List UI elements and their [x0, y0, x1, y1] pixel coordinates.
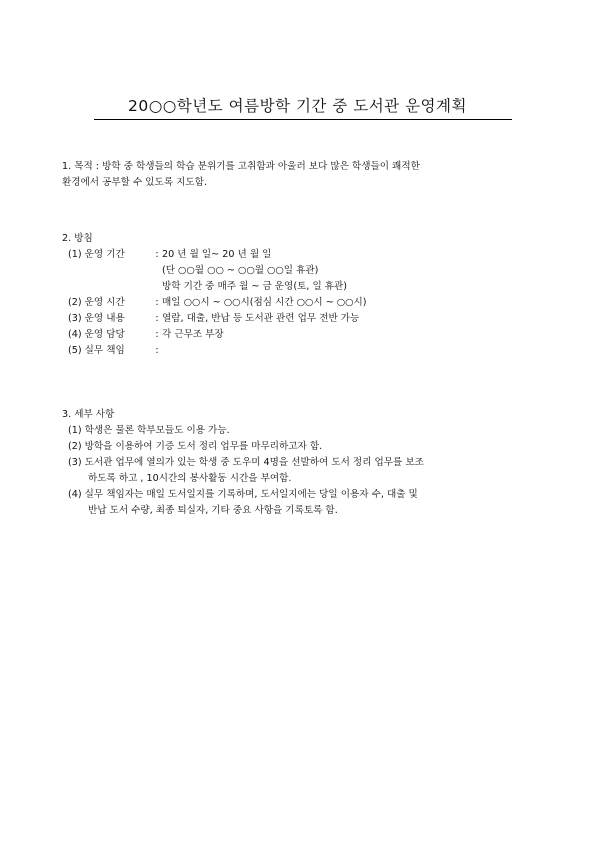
details-item-3-line-2: 하도록 하고 , 10시간의 봉사활동 시간을 부여함.	[88, 473, 292, 484]
policy-row-responsible	[68, 343, 522, 359]
purpose-line-2: 환경에서 공부할 수 있도록 지도함.	[62, 177, 207, 188]
section-policy	[62, 231, 522, 359]
policy-label: (1) 운영 기간	[68, 249, 125, 260]
policy-row-content	[68, 311, 522, 327]
details-item-1: (1) 학생은 물론 학부모들도 이용 가능.	[68, 425, 230, 436]
colon-separator: :	[155, 297, 159, 308]
section-details	[62, 407, 522, 519]
purpose-line-1: 1. 목적 : 방학 중 학생들의 학습 분위기를 고취함과 아울러 보다 많은 학생들이 쾌적한	[62, 161, 420, 172]
policy-row-period	[68, 247, 522, 263]
policy-value: 각 근무조 부장	[162, 329, 224, 340]
policy-row-schedule	[68, 279, 522, 295]
policy-value: 열람, 대출, 반납 등 도서관 관련 업무 전반 가능	[162, 313, 360, 324]
policy-heading: 2. 방침	[62, 233, 93, 244]
colon-separator: :	[155, 313, 159, 324]
details-item-2: (2) 방학을 이용하여 기증 도서 정리 업무를 마무리하고자 함.	[68, 441, 323, 452]
policy-row-manager	[68, 327, 522, 343]
details-item-3-line-1: (3) 도서관 업무에 열의가 있는 학생 중 도우미 4명을 선발하여 도서 정리 업무를 보조	[68, 457, 424, 468]
policy-label: (3) 운영 내용	[68, 313, 125, 324]
policy-label: (5) 실무 책임	[68, 345, 125, 356]
colon-separator: :	[155, 249, 159, 260]
policy-row-hours	[68, 295, 522, 311]
section-purpose	[62, 159, 522, 191]
policy-list	[62, 247, 522, 359]
policy-value: 매일 ○○시 ~ ○○시(점심 시간 ○○시 ~ ○○시)	[162, 297, 367, 308]
colon-separator: :	[155, 329, 159, 340]
document-title: 20○○학년도 여름방학 기간 중 도서관 운영계획	[128, 97, 467, 115]
colon-separator: :	[155, 345, 159, 356]
details-item-4-line-1: (4) 실무 책임자는 매일 도서일지를 기록하며, 도서일지에는 당일 이용자 수, 대출 및	[68, 489, 418, 500]
policy-value: (단 ○○월 ○○ ~ ○○월 ○○일 휴관)	[162, 265, 319, 276]
policy-row-closure	[68, 263, 522, 279]
policy-value: 20 년 월 일~ 20 년 월 일	[162, 249, 272, 260]
title-underline	[94, 119, 512, 120]
policy-label: (4) 운영 담당	[68, 329, 125, 340]
details-heading: 3. 세부 사항	[62, 409, 115, 420]
policy-value: 방학 기간 중 매주 월 ~ 금 운영(토, 일 휴관)	[162, 281, 348, 292]
details-item-4-line-2: 반납 도서 수량, 최종 퇴실자, 기타 중요 사항을 기록토록 함.	[88, 505, 338, 516]
policy-label: (2) 운영 시간	[68, 297, 125, 308]
